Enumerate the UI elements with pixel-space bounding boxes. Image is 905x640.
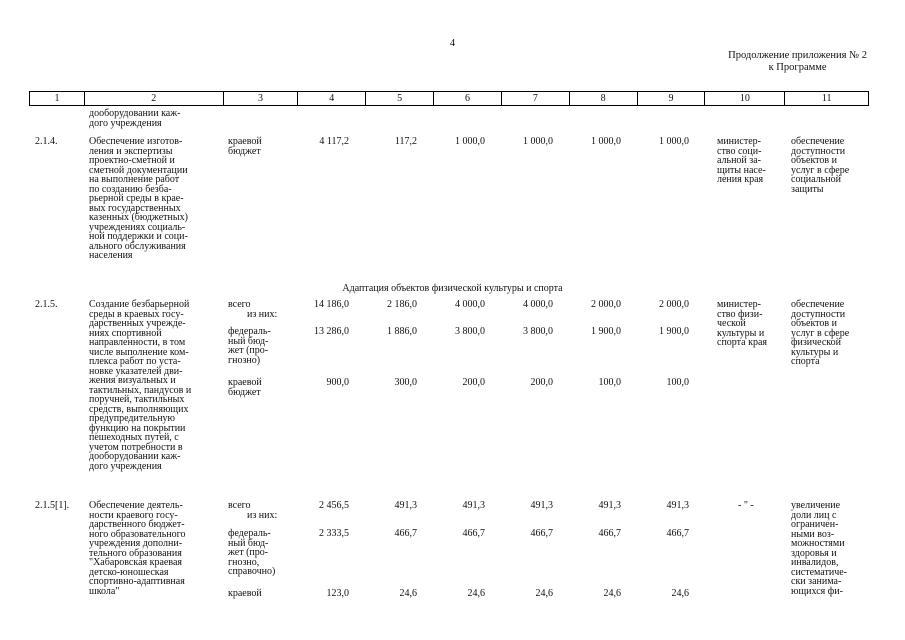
row-2151-fed-v1: 466,7 xyxy=(394,528,417,539)
row-2151-executor: - " - xyxy=(738,500,754,511)
row-214-result: обеспечение доступности объектов и услуг в сфере социальной защиты xyxy=(791,136,850,195)
col-header-7: 7 xyxy=(502,92,570,105)
row-2151-reg-v3: 24,6 xyxy=(535,588,553,599)
col-header-11: 11 xyxy=(821,93,832,104)
row-2151-fed-v5: 466,7 xyxy=(666,528,689,539)
row-214-name: Обеспечение изготов- ления и экспертизы проектно-сметной и сметной документации на выполнение работ по созданию безба- рьерной среды в крае- вых государственных казенных (бюджетных) учреждениях социаль- ной поддержки и соци- ального обслуживания населения xyxy=(89,136,188,261)
row-2151-result: увеличение доли лиц с ограничен- ными воз- можностями здоровья и инвалидов, систематиче- ски занима- ющихся фи- xyxy=(791,500,847,597)
row-2151-code: 2.1.5[1]. xyxy=(35,500,70,511)
row-215-reg-v5: 100,0 xyxy=(666,377,689,388)
row-215-fed-v5: 1 900,0 xyxy=(659,326,689,337)
row-215-reg-v1: 300,0 xyxy=(394,377,417,388)
section-title: Адаптация объектов физической культуры и спорта xyxy=(342,283,563,294)
col-header-3: 3 xyxy=(224,92,299,105)
row-215-source-reg: краевой бюджет xyxy=(228,377,262,398)
continuation-note xyxy=(728,50,867,74)
row-2151-source-reg: краевой xyxy=(228,588,262,599)
row-215-source-of: из них: xyxy=(247,309,278,320)
row-214-value-y3: 1 000,0 xyxy=(523,136,553,147)
row-215-total-v5: 2 000,0 xyxy=(659,299,689,310)
col-header-5: 5 xyxy=(366,92,434,105)
row-2151-reg-v2: 24,6 xyxy=(467,588,485,599)
row-215-fed-v0: 13 286,0 xyxy=(314,326,349,337)
row-215-fed-v2: 3 800,0 xyxy=(455,326,485,337)
row-2151-source-of: из них: xyxy=(247,510,278,521)
row-215-total-v2: 4 000,0 xyxy=(455,299,485,310)
col-header-6: 6 xyxy=(434,92,502,105)
row-215-executor: министер- ство физи- ческой культуры и спорта края xyxy=(717,299,767,348)
row-2151-total-v1: 491,3 xyxy=(394,500,417,511)
row-2151-fed-v0: 2 333,5 xyxy=(319,528,349,539)
row-2151-reg-v5: 24,6 xyxy=(671,588,689,599)
row-2151-total-v0: 2 456,5 xyxy=(319,500,349,511)
row-2151-reg-v0: 123,0 xyxy=(326,588,349,599)
row-215-total-v1: 2 186,0 xyxy=(387,299,417,310)
row-2151-total-v3: 491,3 xyxy=(530,500,553,511)
row-215-source-fed: федераль- ный бюд- жет (про- гнозно) xyxy=(228,326,271,366)
row-2151-total-v4: 491,3 xyxy=(598,500,621,511)
row-2151-reg-v1: 24,6 xyxy=(399,588,417,599)
row-2151-fed-v4: 466,7 xyxy=(598,528,621,539)
row-215-reg-v4: 100,0 xyxy=(598,377,621,388)
row-2151-source-total: всего xyxy=(228,500,251,511)
row-214-value-total: 4 117,2 xyxy=(319,136,349,147)
row-215-name: Создание безбарьерной среды в краевых госу- дарственных учрежде- ниях спортивной направленности, в том числе выполнение ком- плекса работ по уста- новке указателей дви- жения визуальных и тактильных, пандусов и поручней, тактильных средств, выполняющих предупредительную функцию на покрытии пешеходных путей, с учетом потребности в дооборудовании каж- дого учреждения xyxy=(89,299,192,472)
row-215-code: 2.1.5. xyxy=(35,299,58,310)
row-215-reg-v0: 900,0 xyxy=(326,377,349,388)
col-header-9: 9 xyxy=(638,92,706,105)
col-header-10: 10 xyxy=(705,92,785,105)
row-2151-fed-v2: 466,7 xyxy=(462,528,485,539)
col-header-1: 1 xyxy=(30,92,85,105)
col-header-4: 4 xyxy=(298,92,366,105)
row-214-value-y5: 1 000,0 xyxy=(659,136,689,147)
row-215-reg-v2: 200,0 xyxy=(462,377,485,388)
row-215-total-v0: 14 186,0 xyxy=(314,299,349,310)
table-header xyxy=(29,91,869,106)
row-215-fed-v3: 3 800,0 xyxy=(523,326,553,337)
row-2151-total-v5: 491,3 xyxy=(666,500,689,511)
row-215-result: обеспечение доступности объектов и услуг в сфере физической культуры и спорта xyxy=(791,299,850,367)
page-number: 4 xyxy=(449,38,456,49)
row-214-value-y2: 1 000,0 xyxy=(455,136,485,147)
row-215-fed-v1: 1 886,0 xyxy=(387,326,417,337)
row-2151-fed-v3: 466,7 xyxy=(530,528,553,539)
row-214-value-y1: 117,2 xyxy=(394,136,417,147)
row-2151-reg-v4: 24,6 xyxy=(603,588,621,599)
row-215-source-total: всего xyxy=(228,299,251,310)
row-214-source: краевой бюджет xyxy=(228,136,262,157)
row-214-executor: министер- ство соци- альной за- щиты насе- ления края xyxy=(717,136,766,185)
row-2151-source-fed: федераль- ный бюд- жет (про- гнозно, справочно) xyxy=(228,528,276,577)
row-214-code: 2.1.4. xyxy=(35,136,58,147)
row-215-reg-v3: 200,0 xyxy=(530,377,553,388)
row-2151-total-v2: 491,3 xyxy=(462,500,485,511)
continuation-line2: к Программе xyxy=(768,62,827,73)
top-fragment: дооборудовании каж- дого учреждения xyxy=(89,108,181,129)
col-header-8: 8 xyxy=(570,92,638,105)
col-header-2: 2 xyxy=(85,92,224,105)
row-215-fed-v4: 1 900,0 xyxy=(591,326,621,337)
row-214-value-y4: 1 000,0 xyxy=(591,136,621,147)
row-2151-name: Обеспечение деятель- ности краевого госу- дарственного бюджет- ного образовательного учреждения дополни- тельного образования "Хабаровская краевая детско-юношеская спортивно-адаптивная школа" xyxy=(89,500,186,597)
row-215-total-v3: 4 000,0 xyxy=(523,299,553,310)
continuation-line1: Продолжение приложения № 2 xyxy=(728,50,867,61)
row-215-total-v4: 2 000,0 xyxy=(591,299,621,310)
